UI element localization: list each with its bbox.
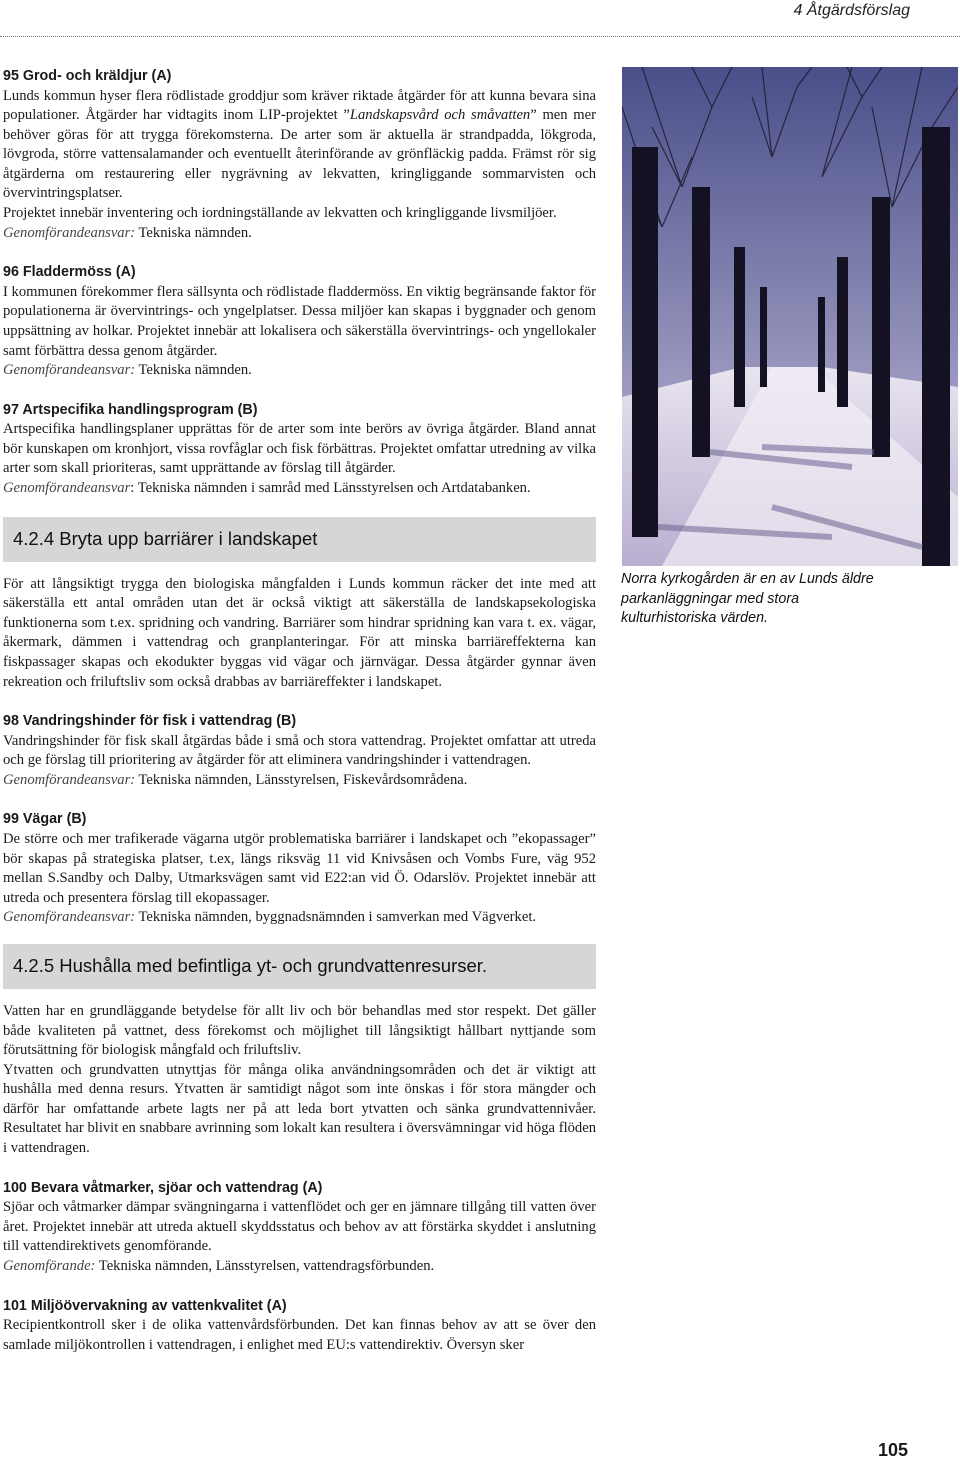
section-title: 96 Fladdermöss (A): [3, 264, 136, 281]
section-95: [3, 67, 596, 243]
body-paragraph: Artspecifika handlingsplaner upprättas för de arter som inte berörs av övriga åtgärder. Bland annat bör kunskapen om kronhjort, vissa rovfåglar och fisk förbättras. Projektet omfattar utredning av vilka arter som skall prioriteras, samt upprättande av förslag till åtgärder.: [3, 421, 596, 477]
responsibility-line: Genomförandeansvar: Tekniska nämnden i samråd med Länsstyrelsen och Artdatabanken.: [3, 480, 531, 496]
responsibility-label: Genomförandeansvar: [3, 480, 131, 496]
subsection-heading-4-2-5: 4.2.5 Hushålla med befintliga yt- och grundvattenresurser.: [3, 944, 596, 989]
body-paragraph: Recipientkontroll sker i de olika vattenvårdsförbunden. Det kan finnas behov av att se över den samlade miljökontrollen i vattendragen, i enlighet med EU:s vattendirektiv. Översyn sker: [3, 1317, 596, 1353]
body-paragraph: För att långsiktigt trygga den biologiska mångfalden i Lunds kommun räcker det inte med att säkerställa ett antal områden utan det är också viktigt att säkerställa de landskapsekologiska funktionerna som t.ex. spridning och vandring. Barriärer som hindrar spridning kan vara t. ex. vägar, åkermark, dämmen i vattendrag och granplanteringar. För att minska barriäreffekterna kan fiskpassager skapas och ekodukter byggas vid vägar och järnvägar. Dessa åtgärder gynnar även rekreation och friluftsliv som också drabbas av barriäreffekter i landskapet.: [3, 575, 596, 690]
section-title: 101 Miljöövervakning av vattenkvalitet (A): [3, 1297, 287, 1314]
main-column: [3, 67, 596, 1355]
chapter-label: 4 Åtgärdsförslag: [793, 2, 910, 19]
body-paragraph: Ytvatten och grundvatten utnyttjas för många olika användningsområden och det är viktigt att hushålla med denna resurs. Ytvatten är samtidigt något som inte önskas i för stora mängder och därför har omfattande arbete lagts ner på att leda bort ytvatten och sänka grundvattennivåer. Resultatet har blivit en snabbare avrinning som lokalt kan resultera i översvämningar vid höga flöden i vattendragen.: [3, 1061, 596, 1157]
subsection-heading-4-2-4: 4.2.4 Bryta upp barriärer i landskapet: [3, 517, 596, 562]
winter-avenue-photo: [622, 67, 958, 566]
responsibility-line: Genomförandeansvar: Tekniska nämnden.: [3, 224, 252, 241]
responsibility-line: Genomförandeansvar: Tekniska nämnden, Länsstyrelsen, Fiskevårdsområdena.: [3, 771, 468, 788]
body-paragraph: I kommunen förekommer flera sällsynta och rödlistade fladdermöss. En viktig begränsande faktor för populationerna är övervintrings- och yngelplatser. Dessa miljöer kan skapas i byggnader och genom uppsättning av holkar. Projektet innebär att lokalisera och säkerställa övervintrings- och yngellokaler samt förbättra dessa genom åtgärder.: [3, 283, 596, 359]
body-paragraph: Vandringshinder för fisk skall åtgärdas både i små och stora vattendrag. Projektet omfattar att utreda och ge förslag till prioritering av åtgärder för att eliminera vandringshinder i vattendragen.: [3, 732, 596, 769]
section-98: [3, 712, 596, 790]
photo-caption: Norra kyrkogården är en av Lunds äldre parkanläggningar med stora kulturhistoriska värden.: [621, 571, 874, 626]
header-rule: [0, 36, 960, 37]
section-101: [3, 1297, 596, 1356]
responsibility-label: Genomförandeansvar:: [3, 909, 136, 926]
body-paragraph: De större och mer trafikerade vägarna utgör problematiska barriärer i landskapet och ”ekopassager” bör skapas på strategiska platser, t.ex, längs riksväg 11 vid Knivsåsen och Vombs Fure, väg 952 mellan S.Sandby och Dalby, Utmarksvägen samt vid E22:an vid Ö. Odarslöv. Projektet innebär att utreda och presentera förslag till ekopassager.: [3, 830, 596, 906]
section-96: [3, 263, 596, 380]
section-title: 100 Bevara våtmarker, sjöar och vattendrag (A): [3, 1179, 323, 1196]
page-number: 105: [877, 1440, 908, 1460]
section-99: [3, 810, 596, 927]
section-title: 99 Vägar (B): [3, 811, 87, 828]
body-paragraph: Vatten har en grundläggande betydelse för allt liv och bör behandlas med stor respekt. Det gäller både kvaliteten på vattnet, dess förekomst och möjlighet till långsiktigt hållbart nyttjande som förutsättning för biologisk mångfald och friluftsliv.: [3, 1002, 596, 1059]
body-paragraph: Sjöar och våtmarker dämpar svängningarna i vattenflödet och ger en jämnare tillgång till vatten över året. Projektet innebär att utreda aktuell skyddsstatus och behov av att förstärka skyddet i anslutning till vattendirektivets genomförande.: [3, 1199, 596, 1255]
section-97: [3, 401, 596, 499]
responsibility-line: Genomförandeansvar: Tekniska nämnden.: [3, 362, 252, 379]
body-paragraph: Projektet innebär inventering och iordningställande av lekvatten och kringliggande livsmiljöer.: [3, 205, 557, 222]
responsibility-label: Genomförandeansvar:: [3, 771, 136, 788]
responsibility-line: Genomförande: Tekniska nämnden, Länsstyrelsen, vattendragsförbunden.: [3, 1257, 435, 1274]
responsibility-label: Genomförande:: [3, 1257, 96, 1274]
photo-illustration: [622, 67, 958, 566]
responsibility-line: Genomförandeansvar: Tekniska nämnden, byggnadsnämnden i samverkan med Vägverket.: [3, 909, 537, 926]
responsibility-label: Genomförandeansvar:: [3, 224, 136, 241]
section-title: 95 Grod- och kräldjur (A): [3, 68, 172, 84]
project-name: Landskapsvård och småvatten: [349, 107, 531, 124]
section-title: 98 Vandringshinder för fisk i vattendrag (B): [3, 713, 297, 730]
section-title: 97 Artspecifika handlingsprogram (B): [3, 401, 258, 418]
section-100: [3, 1179, 596, 1277]
body-paragraph: Lunds kommun hyser flera rödlistade groddjur som kräver riktade åtgärder för att kunna bevara sina populationer. Åtgärder har vidtagits inom LIP-projektet ”Landskapsvård och småvatten” men mer behöver göras för att trygga förekomsterna. De arter som är aktuella är strandpadda, lökgroda, lövgroda, större vattensalamander och eventuellt återinförande av grönfläckig padda. Främst rör sig åtgärderna om restaurering eller nygrävning av lekvatten, kringliggande sommarvisten och övervintringsplatser.: [3, 87, 596, 202]
responsibility-label: Genomförandeansvar:: [3, 362, 136, 379]
